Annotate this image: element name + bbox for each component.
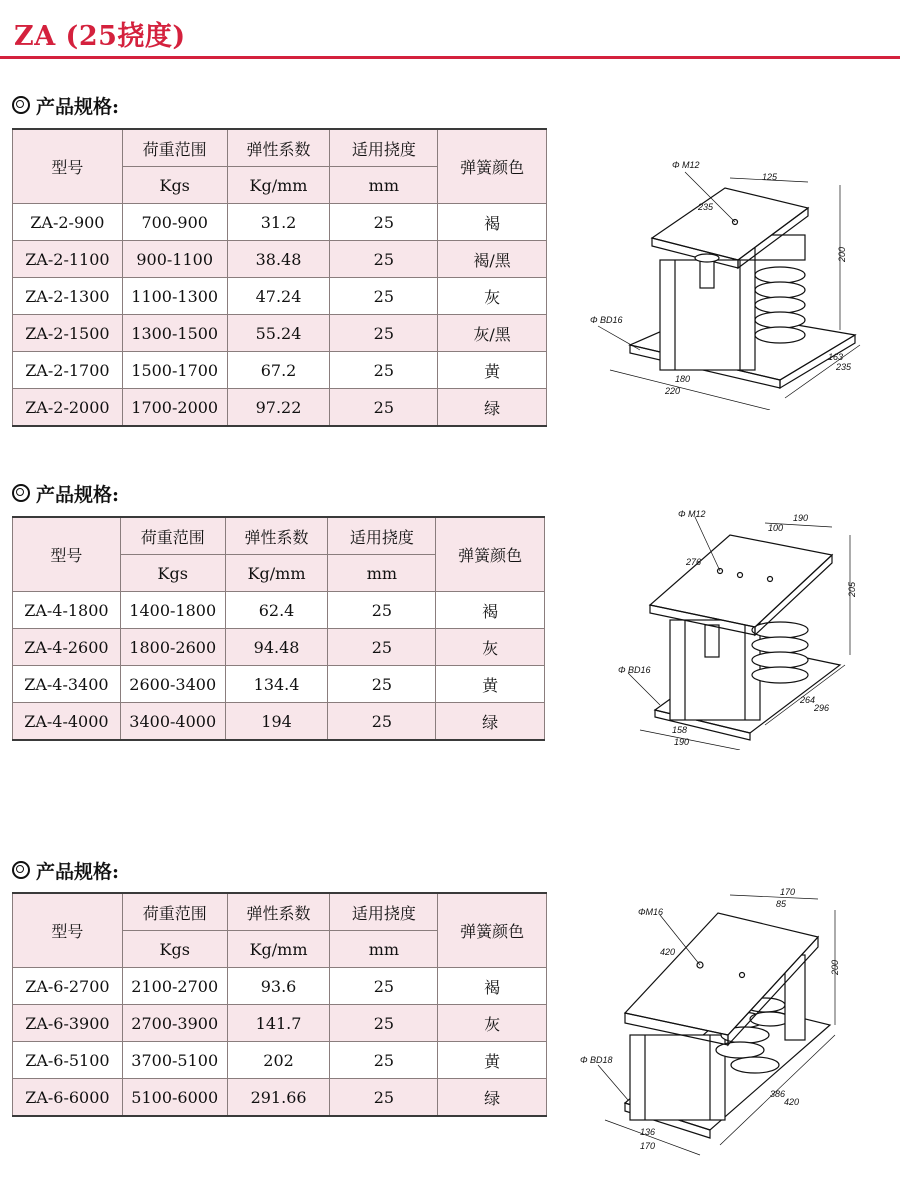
cell-deflection: 25 bbox=[328, 666, 436, 703]
table-row bbox=[13, 968, 547, 1005]
cell-color: 褐 bbox=[438, 968, 547, 1005]
table-row bbox=[13, 592, 545, 629]
unit-stiffness: Kg/mm bbox=[225, 555, 328, 592]
cell-stiffness: 55.24 bbox=[227, 315, 330, 352]
dim-hole: Φ BD16 bbox=[618, 665, 651, 675]
cell-stiffness: 67.2 bbox=[227, 352, 330, 389]
dim-hole: Φ BD16 bbox=[590, 315, 623, 325]
unit-deflection: mm bbox=[330, 931, 438, 968]
cell-deflection: 25 bbox=[328, 592, 436, 629]
page-title: ZA (25挠度) bbox=[14, 21, 186, 52]
cell-color: 褐 bbox=[438, 204, 547, 241]
cell-load: 1800-2600 bbox=[120, 629, 225, 666]
header-load: 荷重范围 bbox=[122, 129, 227, 167]
cell-model: ZA-2-1100 bbox=[13, 241, 123, 278]
cell-deflection: 25 bbox=[328, 703, 436, 741]
cell-model: ZA-6-3900 bbox=[13, 1005, 123, 1042]
cell-stiffness: 291.66 bbox=[227, 1079, 330, 1117]
dim-base-d2: 296 bbox=[814, 703, 830, 713]
table-row bbox=[13, 241, 547, 278]
dim-base-d1: 163 bbox=[828, 352, 844, 362]
dim-base-d2: 420 bbox=[784, 1097, 800, 1107]
unit-deflection: mm bbox=[328, 555, 436, 592]
cell-load: 2600-3400 bbox=[120, 666, 225, 703]
header-stiffness: 弹性系数 bbox=[225, 517, 328, 555]
cell-stiffness: 194 bbox=[225, 703, 328, 741]
header-deflection: 适用挠度 bbox=[330, 893, 438, 931]
unit-load: Kgs bbox=[120, 555, 225, 592]
dim-hole: Φ BD18 bbox=[580, 1055, 613, 1065]
cell-stiffness: 93.6 bbox=[227, 968, 330, 1005]
cell-stiffness: 94.48 bbox=[225, 629, 328, 666]
dim-base-d1: 264 bbox=[800, 695, 816, 705]
unit-load: Kgs bbox=[122, 167, 227, 204]
header-deflection: 适用挠度 bbox=[330, 129, 438, 167]
section-heading-text: 产品规格: bbox=[36, 96, 120, 118]
cell-color: 黄 bbox=[438, 1042, 547, 1079]
table-row bbox=[13, 315, 547, 352]
spec-table bbox=[12, 892, 547, 1117]
cell-deflection: 25 bbox=[328, 629, 436, 666]
dim-base-w1: 180 bbox=[675, 374, 691, 384]
dim-top-width: 190 bbox=[793, 513, 809, 523]
cell-load: 1400-1800 bbox=[120, 592, 225, 629]
cell-stiffness: 97.22 bbox=[227, 389, 330, 427]
cell-load: 3700-5100 bbox=[122, 1042, 227, 1079]
header-color: 弹簧颜色 bbox=[438, 893, 547, 968]
cell-model: ZA-4-3400 bbox=[13, 666, 121, 703]
unit-load: Kgs bbox=[122, 931, 227, 968]
cell-stiffness: 141.7 bbox=[227, 1005, 330, 1042]
cell-model: ZA-2-1500 bbox=[13, 315, 123, 352]
cell-model: ZA-6-5100 bbox=[13, 1042, 123, 1079]
dim-top-inner: 100 bbox=[768, 523, 784, 533]
cell-color: 黄 bbox=[438, 352, 547, 389]
dim-top-length: 235 bbox=[698, 202, 714, 212]
table-row bbox=[13, 1042, 547, 1079]
dim-bolt: ΦM16 bbox=[638, 907, 664, 917]
table-row bbox=[13, 1079, 547, 1117]
spec-table bbox=[12, 516, 545, 741]
cell-model: ZA-6-6000 bbox=[13, 1079, 123, 1117]
header-stiffness: 弹性系数 bbox=[227, 893, 330, 931]
cell-color: 灰 bbox=[438, 278, 547, 315]
dim-top-length: 276 bbox=[686, 557, 702, 567]
double-circle-icon bbox=[12, 484, 30, 502]
header-load: 荷重范围 bbox=[120, 517, 225, 555]
table-row bbox=[13, 1005, 547, 1042]
cell-deflection: 25 bbox=[330, 241, 438, 278]
cell-deflection: 25 bbox=[330, 1005, 438, 1042]
cell-model: ZA-6-2700 bbox=[13, 968, 123, 1005]
header-stiffness: 弹性系数 bbox=[227, 129, 330, 167]
unit-stiffness: Kg/mm bbox=[227, 931, 330, 968]
dim-height: 200 bbox=[837, 246, 847, 262]
cell-load: 3400-4000 bbox=[120, 703, 225, 741]
cell-color: 灰 bbox=[438, 1005, 547, 1042]
cell-load: 700-900 bbox=[122, 204, 227, 241]
cell-stiffness: 47.24 bbox=[227, 278, 330, 315]
dim-top-length: 420 bbox=[660, 947, 676, 957]
title-divider bbox=[0, 56, 900, 59]
header-model: 型号 bbox=[13, 129, 123, 204]
dim-base-w1: 136 bbox=[640, 1127, 656, 1137]
dim-height: 200 bbox=[830, 959, 840, 975]
cell-load: 2100-2700 bbox=[122, 968, 227, 1005]
table-row bbox=[13, 629, 545, 666]
table-row bbox=[13, 352, 547, 389]
table-row bbox=[13, 703, 545, 741]
cell-deflection: 25 bbox=[330, 278, 438, 315]
cell-load: 1100-1300 bbox=[122, 278, 227, 315]
section-heading-text: 产品规格: bbox=[36, 484, 120, 506]
cell-model: ZA-4-2600 bbox=[13, 629, 121, 666]
cell-color: 灰 bbox=[436, 629, 545, 666]
cell-load: 1700-2000 bbox=[122, 389, 227, 427]
cell-load: 5100-6000 bbox=[122, 1079, 227, 1117]
cell-stiffness: 31.2 bbox=[227, 204, 330, 241]
cell-stiffness: 38.48 bbox=[227, 241, 330, 278]
cell-color: 黄 bbox=[436, 666, 545, 703]
section-heading bbox=[12, 857, 119, 884]
spec-table bbox=[12, 128, 547, 427]
cell-color: 绿 bbox=[438, 1079, 547, 1117]
cell-model: ZA-4-4000 bbox=[13, 703, 121, 741]
cell-deflection: 25 bbox=[330, 968, 438, 1005]
double-circle-icon bbox=[12, 96, 30, 114]
cell-model: ZA-2-1300 bbox=[13, 278, 123, 315]
cell-stiffness: 62.4 bbox=[225, 592, 328, 629]
header-color: 弹簧颜色 bbox=[438, 129, 547, 204]
cell-stiffness: 134.4 bbox=[225, 666, 328, 703]
header-model: 型号 bbox=[13, 893, 123, 968]
dim-base-w2: 170 bbox=[640, 1141, 656, 1151]
cell-load: 2700-3900 bbox=[122, 1005, 227, 1042]
dim-base-d2: 235 bbox=[836, 362, 852, 372]
cell-color: 褐 bbox=[436, 592, 545, 629]
dim-base-d1: 386 bbox=[770, 1089, 786, 1099]
cell-color: 绿 bbox=[436, 703, 545, 741]
cell-model: ZA-2-900 bbox=[13, 204, 123, 241]
header-deflection: 适用挠度 bbox=[328, 517, 436, 555]
table-row bbox=[13, 204, 547, 241]
section-heading-text: 产品规格: bbox=[36, 861, 120, 883]
isolator-drawing-za2 bbox=[590, 150, 870, 410]
dim-base-w1: 158 bbox=[672, 725, 688, 735]
cell-deflection: 25 bbox=[330, 315, 438, 352]
cell-load: 900-1100 bbox=[122, 241, 227, 278]
dim-height: 205 bbox=[847, 581, 857, 597]
cell-deflection: 25 bbox=[330, 352, 438, 389]
cell-deflection: 25 bbox=[330, 389, 438, 427]
unit-stiffness: Kg/mm bbox=[227, 167, 330, 204]
cell-model: ZA-2-2000 bbox=[13, 389, 123, 427]
cell-load: 1500-1700 bbox=[122, 352, 227, 389]
dim-base-w2: 220 bbox=[665, 386, 681, 396]
cell-deflection: 25 bbox=[330, 1079, 438, 1117]
cell-load: 1300-1500 bbox=[122, 315, 227, 352]
cell-deflection: 25 bbox=[330, 204, 438, 241]
dim-bolt: Φ M12 bbox=[678, 509, 706, 519]
table-row bbox=[13, 278, 547, 315]
section-heading bbox=[12, 480, 119, 507]
dim-top-width: 125 bbox=[762, 172, 778, 182]
cell-stiffness: 202 bbox=[227, 1042, 330, 1079]
cell-deflection: 25 bbox=[330, 1042, 438, 1079]
table-row bbox=[13, 389, 547, 427]
cell-model: ZA-4-1800 bbox=[13, 592, 121, 629]
dim-base-w2: 190 bbox=[674, 737, 690, 747]
header-load: 荷重范围 bbox=[122, 893, 227, 931]
cell-model: ZA-2-1700 bbox=[13, 352, 123, 389]
table-row bbox=[13, 666, 545, 703]
dim-top-inner: 85 bbox=[776, 899, 787, 909]
header-model: 型号 bbox=[13, 517, 121, 592]
double-circle-icon bbox=[12, 861, 30, 879]
section-heading bbox=[12, 92, 119, 119]
cell-color: 褐/黑 bbox=[438, 241, 547, 278]
unit-deflection: mm bbox=[330, 167, 438, 204]
isolator-drawing-za6 bbox=[580, 885, 870, 1160]
isolator-drawing-za4 bbox=[600, 505, 870, 750]
dim-bolt: Φ M12 bbox=[672, 160, 700, 170]
cell-color: 灰/黑 bbox=[438, 315, 547, 352]
cell-color: 绿 bbox=[438, 389, 547, 427]
header-color: 弹簧颜色 bbox=[436, 517, 545, 592]
dim-top-width: 170 bbox=[780, 887, 796, 897]
